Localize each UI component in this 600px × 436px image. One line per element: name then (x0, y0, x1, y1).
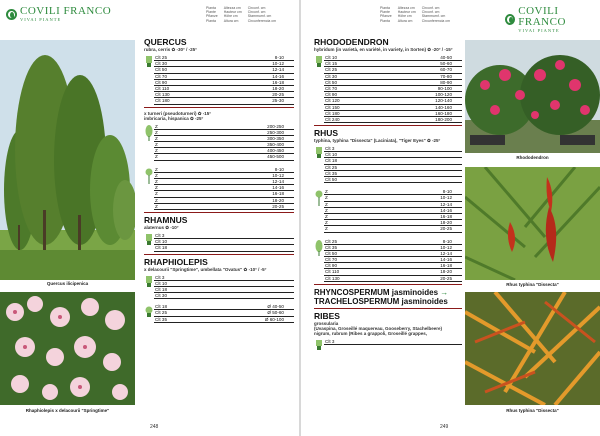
plant-pot-icon (145, 234, 153, 246)
divider (314, 308, 462, 309)
table-row: Z 200-250 (154, 124, 294, 130)
table-row: Clt 10 (154, 281, 294, 287)
table-row: Clt 35 Ø 60-100 (154, 317, 294, 323)
right-text-column (314, 38, 462, 350)
plant-pot-icon (315, 147, 323, 159)
table-row: Clt 18 Ø 40-50 (154, 304, 294, 310)
divider (314, 284, 462, 285)
quercus-subtitle-2a: x turneri (pseudoturneri) ✿ -15° (144, 110, 212, 116)
page-number: 249 (440, 424, 449, 430)
table-row: Z 300-350 (154, 136, 294, 142)
table-row: Clt 70 14-16 (324, 257, 462, 263)
table-row: Clt 35 (324, 171, 462, 177)
column-legend: Pianta Plante Pflanze Planta Altezza cm Hauteur cm Höhe cm Altura cm Circonf. cm Circonf. cm Stammumf. cm Circunferencia cm (206, 6, 276, 23)
table-row: Clt 10 40-50 (324, 55, 462, 61)
table-row: Z 14-16 (324, 208, 462, 214)
rhus-table-3 (314, 239, 462, 282)
table-row: Clt 18 (154, 287, 294, 293)
table-row: Z 14-16 (154, 185, 294, 191)
table-row: Clt 15 50-60 (324, 61, 462, 67)
table-row: Clt 180 160-180 (324, 111, 462, 117)
rhus-title: RHUS (314, 128, 339, 139)
logo-brand: COVILI FRANCO (20, 5, 112, 17)
rhus-table-2 (314, 189, 462, 232)
table-row: Clt 3 (324, 146, 462, 152)
rhaphiolepis-table-1 (144, 275, 294, 300)
tree-icon (145, 125, 153, 141)
rhyncospermum-title: RHYNCOSPERMUM jasminoides → (314, 287, 449, 297)
table-row: Clt 50 80-90 (324, 80, 462, 86)
table-row: Clt 25 8-10 (324, 239, 462, 245)
leaf-logo-icon (505, 14, 515, 25)
page-number: 248 (150, 424, 159, 430)
table-row: Clt 30 (154, 293, 294, 299)
ribes-table (314, 339, 462, 350)
table-row: Z 16-18 (154, 191, 294, 197)
table-row: Clt 70 14-16 (154, 74, 294, 80)
table-row: Clt 25 60-70 (324, 67, 462, 73)
column-legend: Pianta Plante Pflanze Planta Altezza cm Hauteur cm Höhe cm Altura cm Circonf. cm Circonf. cm Stammumf. cm Circunferencia cm (380, 6, 450, 23)
rhamnus-title: RHAMNUS (144, 214, 188, 225)
rhus-subtitle: typhina, typhina "Dissecta" (Laciniata), "Tiger Eyes" ✿ -25° (314, 138, 441, 144)
arrow-right-icon: → (440, 287, 449, 297)
table-row: Clt 180 25-30 (154, 98, 294, 104)
table-row: Z 20-25 (154, 204, 294, 210)
table-row: Clt 90 16-18 (154, 80, 294, 86)
rhus-photo-2 (465, 292, 600, 405)
ribes-subtitle-3: nigrum, rubrum (Ribes a grappoli, Groseillé grappes, (314, 330, 428, 336)
rhododendron-photo (465, 40, 600, 153)
table-row: Clt 25 8-10 (154, 55, 294, 61)
logo-brand: COVILI FRANCO (518, 5, 566, 28)
table-row: Clt 90 16-18 (324, 263, 462, 269)
table-row: Z 350-400 (154, 142, 294, 148)
table-row: Clt 110 18-20 (324, 269, 462, 275)
rhododendron-subtitle: hybridum (in varietà, en variété, in variety, in Sorten) ✿ -20° / -15° (314, 47, 453, 52)
table-row: Z 18-20 (154, 198, 294, 204)
table-row: Z 8-10 (154, 167, 294, 173)
rhamnus-subtitle: alaternus ✿ -10° (144, 224, 179, 230)
table-row: Z 10-12 (154, 173, 294, 179)
table-row: Z 18-20 (324, 220, 462, 226)
table-row: Clt 10 (324, 152, 462, 158)
table-row: Z 16-18 (324, 214, 462, 220)
table-row: Clt 120 120-140 (324, 98, 462, 104)
table-row: Clt 3 (324, 339, 462, 345)
table-row: Clt 30 70-80 (324, 74, 462, 80)
rhododendron-title: RHODODENDRON (314, 37, 389, 47)
plant-pot-icon (315, 56, 323, 68)
table-row: Clt 150 140-160 (324, 105, 462, 111)
table-row: Clt 50 (324, 177, 462, 183)
table-row: Clt 130 20-25 (154, 92, 294, 98)
table-row: Clt 3 (154, 275, 294, 281)
divider (144, 107, 294, 108)
rhododendron-table (314, 55, 462, 123)
tree-icon (315, 240, 323, 256)
table-row: Clt 35 10-12 (324, 245, 462, 251)
table-row: Z 250-300 (154, 130, 294, 136)
company-logo (6, 6, 111, 23)
table-row: Z 12-14 (324, 202, 462, 208)
left-text-column (144, 38, 294, 323)
table-row: Clt 25 (324, 165, 462, 171)
company-logo (505, 6, 600, 34)
table-row: Z 12-14 (154, 179, 294, 185)
rhaphiolepis-table-2 (144, 304, 294, 323)
caption-rhaphiolepis: Rhaphiolepis x delacourii "Springtime" (25, 408, 110, 413)
table-row: Clt 18 (154, 245, 294, 251)
quercus-table-1 (144, 55, 294, 105)
table-row: Z 450-500 (154, 154, 294, 160)
quercus-subtitle-2b: imbricaria, hispanica ✿ -25° (144, 115, 204, 121)
table-row: Clt 18 (324, 158, 462, 164)
trachelospermum-title: TRACHELOSPERMUM jasminoides (314, 296, 448, 306)
divider (314, 125, 462, 126)
table-row: Clt 130 20-25 (324, 276, 462, 282)
quercus-table-2 (144, 124, 294, 161)
ribes-title: RIBES (314, 310, 340, 321)
leaf-logo-icon (6, 9, 17, 20)
table-row: Clt 50 12-14 (324, 251, 462, 257)
table-row: Clt 30 10-12 (154, 61, 294, 67)
quercus-rows (154, 55, 294, 105)
table-row: Clt 70 90-100 (324, 86, 462, 92)
rhus-photo-1 (465, 167, 600, 280)
rhaphiolepis-subtitle: x delacourii "Springtime", umbellata "Ovatus" ✿ -10° / -5° (144, 266, 267, 272)
bush-icon (145, 305, 153, 317)
right-page (300, 0, 600, 436)
table-row: Clt 10 (154, 239, 294, 245)
table-row: Clt 50 12-14 (154, 67, 294, 73)
table-row: Z 400-450 (154, 148, 294, 154)
caption-rhus-2: Rhus typhina "Dissecta" (506, 408, 559, 413)
ribes-subtitle-1: grossularia (314, 320, 339, 326)
plant-pot-icon (145, 56, 153, 68)
caption-rhus-1: Rhus typhina "Dissecta" (506, 282, 559, 287)
rhaphiolepis-title: RHAPHIOLEPIS (144, 256, 208, 267)
caption-rhododendron: Rhododendron (516, 155, 549, 160)
quercus-subtitle: rubra, cerris ✿ -30° / -25° (144, 47, 197, 52)
plant-pot-icon (315, 340, 323, 350)
rhaphiolepis-photo (0, 292, 135, 405)
table-row: Z 20-25 (324, 226, 462, 232)
quercus-table-3 (144, 167, 294, 210)
table-row: Z 8-10 (324, 189, 462, 195)
rhus-table-1 (314, 146, 462, 183)
standard-tree-icon (315, 190, 323, 206)
table-row: Clt 90 100-120 (324, 92, 462, 98)
caption-quercus: Quercus ilicipenica (46, 281, 89, 286)
plant-pot-icon (145, 276, 153, 288)
standard-tree-icon (145, 168, 153, 184)
logo-sub: VIVAI PIANTE (518, 28, 560, 33)
quercus-photo (0, 40, 135, 280)
quercus-title: QUERCUS (144, 37, 187, 47)
table-row: Clt 3 (154, 233, 294, 239)
table-row: Clt 240 180-200 (324, 117, 462, 123)
divider (144, 212, 294, 213)
table-row: Clt 25 Ø 50-60 (154, 310, 294, 316)
rhamnus-table (144, 233, 294, 252)
divider (144, 254, 294, 255)
table-row: Z 10-12 (324, 195, 462, 201)
ribes-subtitle-2: (Uvaspina, Groseillé maquereau, Gooseberry, Stachelbeere) (314, 325, 442, 331)
logo-sub: VIVAI PIANTE (20, 17, 62, 22)
table-row: Clt 110 18-20 (154, 86, 294, 92)
